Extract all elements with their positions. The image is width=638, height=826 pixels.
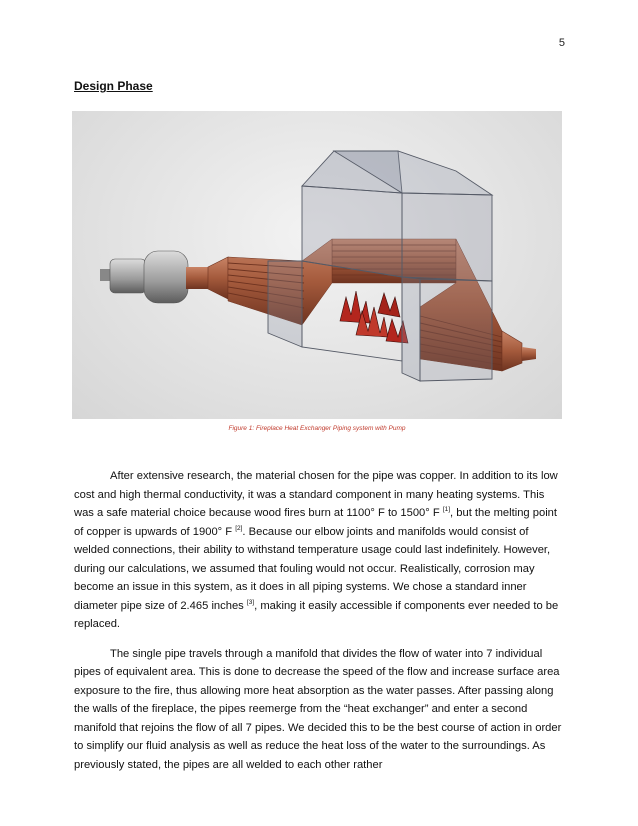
section-heading: Design Phase <box>74 79 153 93</box>
body-text <box>74 467 564 785</box>
fireplace-hood <box>268 151 492 381</box>
figure-heat-exchanger <box>72 111 562 419</box>
pump-motor <box>100 251 210 303</box>
manifold-right <box>502 331 522 371</box>
paragraph-1: After extensive research, the material chosen for the pipe was copper. In addition to its low cost and high thermal conductivity, it was a standard component in many heating systems. This was a safe material choice because wood fires burn at 1100° F to 1500° F [1], but the melting point of copper is upwards of 1900° F [2]. Because our elbow joints and manifolds would consist of welded connections, their ability to withstand temperature usage could last indefinitely. However, during our calculations, we assumed that fouling would not occur. Realistically, corrosion may become an issue in this system, as it does in all piping systems. We chose a standard inner diameter pipe size of 2.465 inches [3], making it easily accessible if components ever needed to be replaced. <box>74 470 559 630</box>
page-number: 5 <box>558 37 565 49</box>
manifold-left <box>208 257 228 299</box>
figure-caption: Figure 1: Fireplace Heat Exchanger Piping system with Pump <box>228 425 406 432</box>
fire-flames <box>340 291 408 343</box>
citation-3: [3] <box>246 598 255 606</box>
citation-2: [2] <box>235 524 243 532</box>
paragraph-2: The single pipe travels through a manifold that divides the flow of water into 7 individual pipes of equivalent area. This is done to decrease the speed of the flow and increase surface area exposure to the fire, thus allowing more heat absorption as the water passes. After passing along the walls of the fireplace, the pipes reemerge from the “heat exchanger” and enter a second manifold that rejoins the flow of all 7 pipes. We decided this to be the best course of action in order to simplify our fluid analysis as well as reduce the heat loss of the water to the surroundings. As previously stated, the pipes are all welded to each other rather <box>74 647 562 771</box>
outlet-pipe <box>522 347 536 361</box>
citation-1: [1] <box>442 506 451 513</box>
